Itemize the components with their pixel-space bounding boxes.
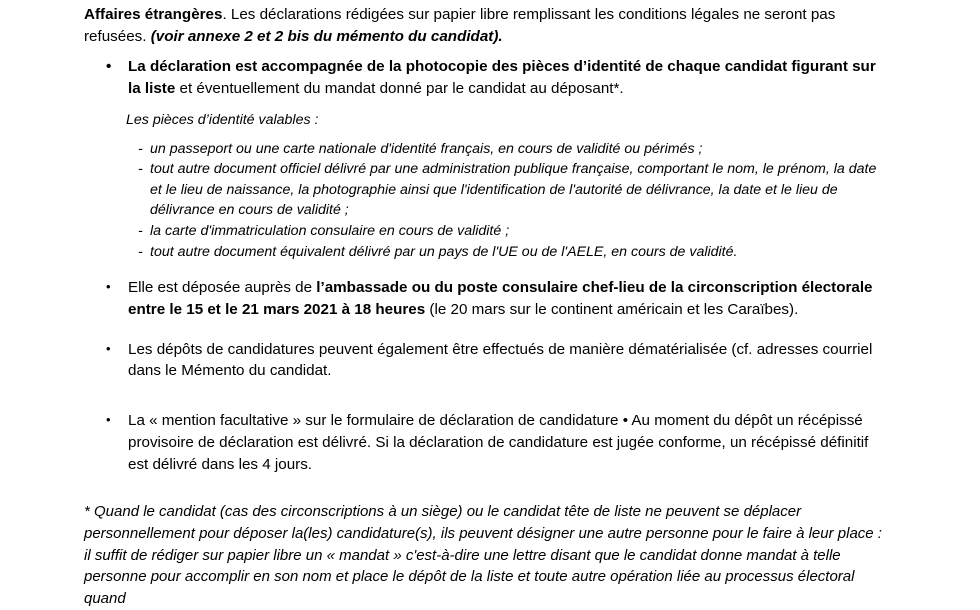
bullet-optional-mention-text: La « mention facultative » sur le formulaire de déclaration de candidature • Au moment du dépôt un récépissé provisoire de déclaration est délivré. Si la déclaration de candidature est jugée conforme, un récépissé définitif est délivré dans les 4 jours. (128, 412, 869, 473)
page-left-edge (0, 0, 3, 551)
segment-regular-2: (le 20 mars sur le continent américain et les Caraïbes). (425, 300, 799, 318)
declaration-bold-text: La déclaration est accompagnée de la photocopie des pièces d’identité de chaque candidat figurant sur la liste (128, 58, 876, 98)
id-documents-block (126, 110, 888, 262)
declaration-regular-text: et éventuellement du mandat donné par le candidat au déposant*. (175, 80, 624, 98)
list-item (138, 242, 888, 263)
list-item-text: un passeport ou une carte nationale d'identité français, en cours de validité ou périmés ; (150, 140, 703, 157)
intro-paragraph (84, 4, 888, 47)
dash-icon: - (138, 161, 143, 178)
bullet-marker-icon: • (106, 412, 111, 428)
dash-icon: - (138, 243, 143, 260)
bullet-deposit-location (106, 277, 888, 320)
dash-icon: - (138, 140, 143, 157)
footnote-mandate: * Quand le candidat (cas des circonscriptions à un siège) ou le candidat tête de liste ne peuvent se déplacer personnellement pour déposer la(les) candidature(s), ils peuvent désigner une autre personne pour le faire à leur place : il suffit de rédiger sur papier libre un « mandat » c'est-à-dire une lettre disant que le candidat donne mandat à telle personne pour accomplir en son nom et place le dépôt de la liste et toute autre opération liée au processus électoral quand (84, 503, 882, 608)
list-item-text: tout autre document officiel délivré par une administration publique française, comportant le nom, le prénom, la date et le lieu de naissance, la photographie ainsi que l'identification de l'autorité de délivrance, la date et le lieu de délivrance en cours de validité ; (150, 161, 877, 219)
bullet-optional-mention (106, 410, 888, 475)
segment-bold: l’ambassade ou du poste consulaire chef-lieu de la circonscription électorale entre le 15 et le 21 mars 2021 à 18 heures (128, 279, 873, 318)
list-item (138, 221, 888, 242)
bullet-deposit-location-text (128, 277, 888, 320)
list-item (138, 159, 888, 221)
segment-regular: Elle est déposée auprès de (128, 279, 317, 297)
intro-body-text: . Les déclarations rédigées sur papier libre remplissant les conditions légales ne seront pas refusées. (84, 6, 836, 45)
dash-icon: - (138, 222, 143, 239)
list-item-text: la carte d'immatriculation consulaire en cours de validité ; (150, 222, 510, 239)
intro-lead-bold: Affaires étrangères (84, 6, 223, 23)
id-documents-heading: Les pièces d’identité valables : (126, 111, 319, 128)
bullet-digital-deposit (106, 339, 888, 382)
list-item (138, 139, 888, 160)
intro-annex-reference: (voir annexe 2 et 2 bis du mémento du candidat). (150, 27, 503, 45)
declaration-bullet (106, 56, 888, 99)
id-documents-list (126, 139, 888, 263)
list-item-text: tout autre document équivalent délivré par un pays de l'UE ou de l'AELE, en cours de validité. (150, 243, 738, 260)
bullet-marker-icon: • (106, 279, 111, 295)
bullet-digital-deposit-text: Les dépôts de candidatures peuvent également être effectués de manière dématérialisée (cf. adresses courriel dans le Mémento du candidat. (128, 340, 873, 380)
bullet-marker-icon: • (106, 340, 111, 356)
declaration-bullet-text (128, 56, 888, 99)
bullet-marker-icon: • (106, 58, 112, 76)
